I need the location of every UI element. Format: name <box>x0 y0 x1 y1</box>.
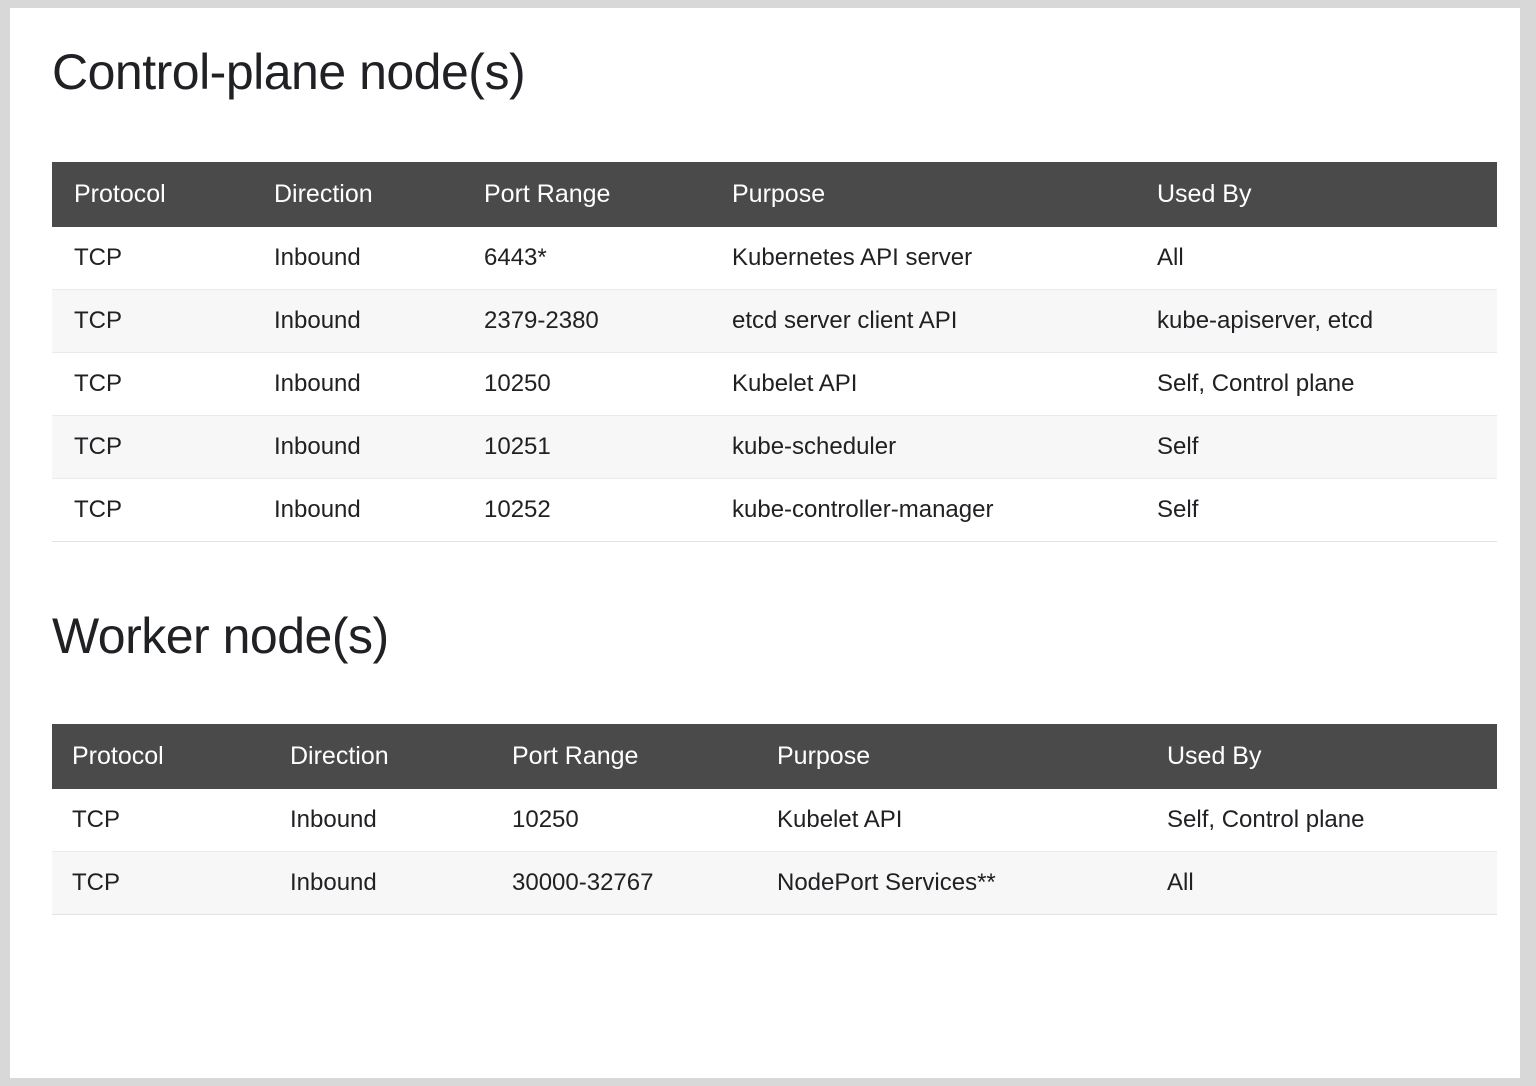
cell-purpose: Kubelet API <box>710 353 1135 416</box>
cell-direction: Inbound <box>252 479 462 542</box>
page-title-worker: Worker node(s) <box>52 608 389 664</box>
column-header-purpose: Purpose <box>757 724 1147 789</box>
cell-purpose: kube-controller-manager <box>710 479 1135 542</box>
table-row <box>52 852 1497 915</box>
document-page <box>10 8 1520 1078</box>
table-row <box>52 227 1497 290</box>
table-header <box>52 162 1497 227</box>
table-row <box>52 416 1497 479</box>
control-plane-ports-table <box>52 162 1497 542</box>
table-row <box>52 789 1497 852</box>
table-row <box>52 353 1497 416</box>
cell-used-by: All <box>1135 227 1497 290</box>
cell-port-range: 10251 <box>462 416 710 479</box>
table-row <box>52 290 1497 353</box>
cell-port-range: 10252 <box>462 479 710 542</box>
cell-port-range: 2379-2380 <box>462 290 710 353</box>
table-body <box>52 789 1497 915</box>
cell-direction: Inbound <box>252 416 462 479</box>
column-header-port-range: Port Range <box>462 162 710 227</box>
cell-direction: Inbound <box>252 353 462 416</box>
cell-purpose: Kubelet API <box>757 789 1147 852</box>
cell-purpose: kube-scheduler <box>710 416 1135 479</box>
cell-used-by: All <box>1147 852 1497 915</box>
table-row <box>52 479 1497 542</box>
cell-protocol: TCP <box>52 852 270 915</box>
cell-direction: Inbound <box>270 789 492 852</box>
cell-used-by: Self <box>1135 479 1497 542</box>
table-header-row <box>52 724 1497 789</box>
cell-protocol: TCP <box>52 789 270 852</box>
cell-purpose: Kubernetes API server <box>710 227 1135 290</box>
cell-purpose: etcd server client API <box>710 290 1135 353</box>
column-header-port-range: Port Range <box>492 724 757 789</box>
cell-port-range: 6443* <box>462 227 710 290</box>
cell-protocol: TCP <box>52 479 252 542</box>
cell-port-range: 10250 <box>462 353 710 416</box>
cell-direction: Inbound <box>252 290 462 353</box>
table-header-row <box>52 162 1497 227</box>
table-header <box>52 724 1497 789</box>
cell-protocol: TCP <box>52 353 252 416</box>
column-header-direction: Direction <box>270 724 492 789</box>
column-header-used-by: Used By <box>1147 724 1497 789</box>
cell-used-by: Self, Control plane <box>1135 353 1497 416</box>
column-header-purpose: Purpose <box>710 162 1135 227</box>
table-body <box>52 227 1497 542</box>
cell-used-by: Self, Control plane <box>1147 789 1497 852</box>
cell-used-by: kube-apiserver, etcd <box>1135 290 1497 353</box>
cell-direction: Inbound <box>252 227 462 290</box>
cell-direction: Inbound <box>270 852 492 915</box>
column-header-protocol: Protocol <box>52 724 270 789</box>
cell-protocol: TCP <box>52 227 252 290</box>
column-header-direction: Direction <box>252 162 462 227</box>
column-header-protocol: Protocol <box>52 162 252 227</box>
cell-purpose: NodePort Services** <box>757 852 1147 915</box>
page-title-control-plane: Control-plane node(s) <box>52 44 526 100</box>
cell-used-by: Self <box>1135 416 1497 479</box>
cell-port-range: 10250 <box>492 789 757 852</box>
cell-port-range: 30000-32767 <box>492 852 757 915</box>
cell-protocol: TCP <box>52 290 252 353</box>
column-header-used-by: Used By <box>1135 162 1497 227</box>
cell-protocol: TCP <box>52 416 252 479</box>
worker-ports-table <box>52 724 1497 915</box>
document-content <box>10 8 1520 915</box>
